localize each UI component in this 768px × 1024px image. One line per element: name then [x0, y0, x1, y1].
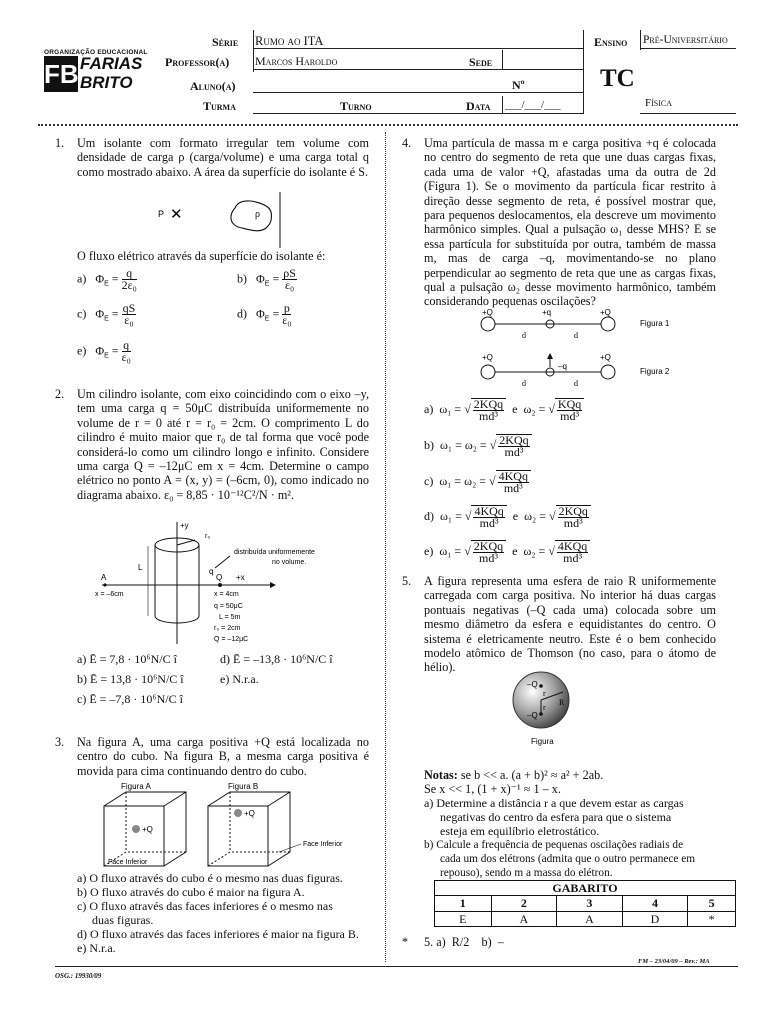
q2-fig-r02: r₀ = 2cm: [214, 625, 241, 632]
q4-fig1-d1: d: [522, 331, 526, 340]
num: qS: [122, 301, 136, 315]
logo: [44, 46, 154, 98]
q1-option-a[interactable]: a) $\Phi_E$ = $\frac{q}{\text{2ε₀}}$: [77, 266, 137, 292]
header-line: [640, 48, 736, 49]
q1-option-d[interactable]: d) $\Phi_E$ = $\frac{p}{\text{ε₀}}$: [237, 301, 292, 327]
serie-label: Série: [212, 35, 239, 49]
q5-item-a: a) Determine a distância r a que devem estar as cargas: [424, 796, 684, 810]
q5-fig-label: Figura: [531, 737, 554, 746]
q1-stem: O fluxo elétrico através da superfície do isolante é:: [77, 249, 326, 263]
q5-notas-1: se b << a. (a + b)² ≈ a² + 2ab.: [457, 768, 604, 782]
q5-item-b: b) Calcule a frequência de pequenas oscilações radiais de: [424, 839, 684, 851]
num: 2KQq: [473, 539, 504, 553]
num: p: [283, 301, 290, 315]
n-label: Nº: [512, 78, 525, 92]
and: e: [512, 543, 518, 558]
phi: Φ: [256, 306, 265, 321]
aluno-label: Aluno(a): [190, 79, 236, 93]
q5-item-b-cont: cada um dos elétrons (admita que o outro permanece em: [440, 853, 696, 865]
q5-fig-r2: r: [543, 703, 546, 712]
q5-notas-2: Se x << 1, (1 + x)⁻¹ ≈ 1 – x.: [424, 782, 561, 796]
gab-header: 5: [688, 896, 736, 911]
q5-item-b-cont2: repouso), sendo m a massa do elétron.: [440, 867, 613, 879]
q4-fig1-Q2: +Q: [600, 308, 611, 317]
footer-code: FM – 23/04/09 – Rev.: MA: [638, 958, 710, 965]
q3-text: Na figura A, uma carga positiva +Q está localizada no centro do cubo. Na figura B, a mesma carga positiva é movida para cima continuando dentro do cubo.: [77, 735, 369, 778]
label: c): [424, 473, 434, 488]
q1-a-frac: [122, 268, 137, 291]
q1-text: Um isolante com formato irregular tem volume com densidade de carga ρ (carga/volume) e uma carga total q como mostrado abaixo. A área da superfície do isolante é S.: [77, 136, 369, 179]
q2-fig-L: L: [138, 563, 143, 572]
frac: [473, 506, 504, 529]
q1-number: 1.: [55, 136, 65, 150]
num: 2KQq: [558, 504, 588, 518]
phi: Φ: [95, 271, 105, 286]
gab-answer: E: [435, 911, 492, 926]
w: ω₁ = ω₂ =: [439, 473, 487, 488]
q4-fig1-label: Figura 1: [640, 319, 670, 328]
professor-label: Professor(a): [165, 55, 230, 69]
logo-tagline: ORGANIZAÇÃO EDUCACIONAL: [44, 49, 148, 56]
q4-fig1-q: +q: [542, 308, 552, 317]
header-line: [253, 92, 583, 93]
q1-fig-x: ✕: [170, 206, 183, 223]
q1-d-label: d): [237, 306, 247, 321]
logo-text: FARIAS BRITO: [80, 54, 143, 92]
q3-face-inf-b: Face Inferior: [303, 841, 343, 848]
q5-notas: [424, 768, 603, 782]
header-line: [640, 113, 736, 114]
q2-fig-xneg: x = –6cm: [95, 591, 124, 598]
logo-mark: FB: [44, 56, 78, 92]
den: md³: [504, 445, 524, 459]
q4-fig2-Q2: +Q: [600, 353, 611, 362]
num: 2KQq: [473, 397, 504, 411]
q2-text: Um cilindro isolante, com eixo coincidindo com o eixo –y, tem uma carga q = 50μC distribuída uniformemente no volume de r = 0 até r = r₀ = 2cm. O comprimento L do cilindro é muito maior que r₀ de tal forma que você pode considerá-lo como um cilindro longo e infinito. Considere uma carga Q = –12μC em x = 4cm. Determine o campo elétrico no ponto A = (x, y) = (–6cm, 0), como indicado no diagrama abaixo. ε₀ = 8,85 · 10⁻¹²C²/N · m².: [77, 387, 369, 502]
q4-fig2-Q1: +Q: [482, 353, 493, 362]
q3-figB-q: +Q: [244, 809, 255, 818]
frac: [558, 506, 589, 529]
q2-option-d[interactable]: d) Ē = –13,8 · 10⁶N/C î: [220, 652, 333, 666]
q4-option-e[interactable]: e) ω₁ = √ $\frac{\text{2KQq}}{\text{md³}}$ e ω₂ = √ $\frac{\text{4KQq}}{\text{md³}}$: [424, 540, 590, 564]
den: md³: [563, 516, 583, 530]
q3-option-d[interactable]: d) O fluxo através das faces inferiores é maior na figura B.: [77, 927, 359, 941]
den: md³: [560, 409, 580, 423]
q1-fig-p: P: [158, 209, 165, 219]
column-divider: [385, 132, 386, 962]
phi: Φ: [95, 306, 105, 321]
q2-fig-L5: L = 5m: [219, 614, 241, 621]
q3-option-c-cont: duas figuras.: [92, 913, 154, 927]
q2-fig-Q: Q: [216, 573, 223, 582]
serie-value: Rumo ao ITA: [255, 34, 324, 48]
q5-text: A figura representa uma esfera de raio R uniformemente carregada com carga positiva. No interior há duas cargas pontuais negativas (–Q cada uma) colocada sobre um mesmo diâmetro da esfera e equidistantes do centro. O sistema é eletricamente neutro. Este é o bem conhecido modelo atômico de Thomson (no caso, para o átomo de hélio).: [424, 574, 716, 675]
data-value: ___/___/___: [505, 99, 561, 111]
q2-fig-Q12: Q = –12μC: [214, 636, 249, 643]
turma-label: Turma: [203, 99, 236, 113]
header-line: [640, 30, 641, 50]
q2-option-c[interactable]: c) Ē = –7,8 · 10⁶N/C î: [77, 692, 183, 706]
q1-option-b[interactable]: b) $\Phi_E$ = $\frac{\rho S}{\text{ε₀}}$: [237, 266, 296, 292]
num: ρS: [283, 266, 296, 280]
q3-option-e[interactable]: e) N.r.a.: [77, 941, 116, 955]
header-line: [502, 96, 503, 114]
q2-option-e[interactable]: e) N.r.a.: [220, 672, 259, 686]
q4-fig2-q: –q: [558, 362, 567, 371]
q4-figure: [470, 305, 730, 393]
q5-number: 5.: [402, 574, 412, 588]
q4-fig2-d2: d: [574, 379, 578, 388]
q5-figure: [505, 670, 585, 750]
q1-c-frac: [122, 303, 137, 326]
q2-number: 2.: [55, 387, 65, 401]
den: md³: [503, 481, 523, 495]
footnote-star: *: [402, 935, 409, 949]
q2-fig-q: q: [209, 567, 214, 576]
num: 4KQq: [474, 504, 504, 518]
footer-osg: OSG.: 19930/09: [55, 972, 102, 980]
gab-header: 1: [435, 896, 492, 911]
disciplina: Física: [645, 97, 673, 109]
q2-fig-A: A: [101, 573, 107, 582]
frac: [498, 471, 529, 494]
q2-option-a[interactable]: a) Ē = 7,8 · 10⁶N/C î: [77, 652, 177, 666]
den: md³: [478, 409, 498, 423]
w1: ω₁ =: [439, 401, 462, 416]
dotted-separator: [38, 124, 738, 126]
q4-fig1-Q1: +Q: [482, 308, 493, 317]
footnote-answer: 5. a) R/2 b) –: [424, 935, 504, 949]
q2-option-b[interactable]: b) Ē = 13,8 · 10⁶N/C î: [77, 672, 184, 686]
num: 2KQq: [499, 433, 529, 447]
header-line: [253, 69, 583, 70]
phi-sub: E: [264, 280, 270, 288]
phi-sub: E: [264, 315, 270, 323]
q3-figure: [96, 780, 376, 870]
q5-item-a-cont: negativas do centro da esfera para que o sistema: [440, 810, 672, 824]
frac: [473, 541, 504, 564]
data-label: Data: [466, 99, 491, 113]
gab-answer: *: [688, 911, 736, 926]
header-line: [583, 30, 584, 114]
phi-sub: E: [104, 280, 109, 288]
q2-fig-r0: r₀: [205, 533, 211, 540]
gabarito-title: GABARITO: [435, 881, 736, 896]
q3-option-c[interactable]: c) O fluxo através das faces inferiores é o mesmo nas: [77, 899, 333, 913]
q1-a-label: a): [77, 271, 87, 286]
q1-c-label: c): [77, 306, 87, 321]
q4-option-d[interactable]: d) ω₁ = √ $\frac{\text{4KQq}}{\text{md³}}$ e ω₂ = √ $\frac{\text{2KQq}}{\text{md³}}$: [424, 505, 591, 529]
den: md³: [478, 551, 498, 565]
frac: [498, 435, 529, 458]
den: ε₀: [284, 278, 295, 292]
gab-header: 3: [557, 896, 623, 911]
q2-fig-y: +y: [180, 521, 189, 530]
sede-label: Sede: [469, 55, 493, 69]
q3-option-a[interactable]: a) O fluxo através do cubo é o mesmo nas duas figuras.: [77, 871, 343, 885]
q5-notas-label: Notas:: [424, 768, 458, 782]
gab-header: 4: [622, 896, 688, 911]
gabarito-table: [434, 880, 736, 927]
header-line: [253, 30, 254, 72]
q5-fig-q1: –Q: [527, 680, 538, 689]
num: 4KQq: [498, 469, 528, 483]
q1-e-label: e): [77, 343, 87, 358]
num: q: [123, 338, 130, 352]
and: e: [512, 401, 518, 416]
phi-sub: E: [104, 352, 109, 360]
ensino-value: Pré-Universitário: [643, 34, 728, 46]
q2-fig-dist2: no volume.: [272, 559, 307, 566]
frac: [557, 399, 582, 422]
label: d): [424, 508, 434, 523]
professor-value: Marcos Haroldo: [255, 54, 338, 68]
q4-text: Uma partícula de massa m e carga positiva +q é colocada no centro do segmento de reta que une duas cargas fixas, cada uma de valor +Q, afastadas uma da outra de 2d (Figura 1). Se o movimento da partícula ficar restrito à direção desse segmento de reta, é possível mostrar que, para pequenos deslocamentos, ela descreve um movimento harmônico simples. Qual a pulsação ω₁ desse MHS? E se essa partícula for substituída por outra, também de massa m, mas de carga –q, movimentando-se no plano perpendicular ao segmento de reta que une as cargas fixas, qual a pulsação ω₂ desse movimento harmônico, também considerando pequenas oscilações?: [424, 136, 716, 309]
q1-b-label: b): [237, 271, 247, 286]
phi: Φ: [95, 343, 105, 358]
q5-fig-R: R: [559, 698, 565, 707]
q5-fig-q2: –Q: [527, 711, 538, 720]
num: q: [122, 268, 137, 280]
q4-option-b[interactable]: b) ω₁ = ω₂ = √ $\frac{\text{2KQq}}{\text{md³}}$: [424, 434, 532, 458]
phi-sub: E: [104, 315, 109, 323]
q1-e-frac: [122, 340, 131, 363]
label: e): [424, 543, 434, 558]
w2: ω₂ =: [524, 508, 546, 523]
q1-d-frac: [282, 303, 291, 326]
q4-number: 4.: [402, 136, 412, 150]
q1-figure: [150, 190, 290, 250]
q4-fig1-d2: d: [574, 331, 578, 340]
q2-fig-q50: q = 50μC: [214, 603, 243, 610]
q2-fig-x4: x = 4cm: [214, 591, 239, 598]
den: ε₀: [282, 313, 292, 327]
q1-option-e[interactable]: e) $\Phi_E$ = $\frac{q}{\text{ε₀}}$: [77, 338, 131, 364]
q2-fig-x: +x: [236, 573, 245, 582]
den: 2ε₀: [121, 278, 137, 292]
q3-option-b[interactable]: b) O fluxo através do cubo é maior na figura A.: [77, 885, 305, 899]
header-line: [253, 113, 583, 114]
q3-figA-q: +Q: [142, 825, 153, 834]
q1-insulator: [231, 201, 272, 231]
phi: Φ: [256, 271, 265, 286]
q1-option-c[interactable]: c) $\Phi_E$ = $\frac{qS}{\text{ε₀}}$: [77, 301, 136, 327]
header-line: [253, 48, 583, 49]
den: md³: [563, 551, 583, 565]
gab-answer: A: [557, 911, 623, 926]
q1-fig-rho: ρ: [255, 209, 260, 220]
q1-b-frac: [282, 268, 297, 291]
q2-figure: [90, 518, 370, 646]
frac: [557, 541, 588, 564]
w1: ω₁ =: [440, 508, 462, 523]
label: b): [424, 437, 434, 452]
w2: ω₂ =: [523, 543, 546, 558]
q5-item-a-cont2: esteja em equilíbrio eletrostático.: [440, 824, 600, 838]
footer-line: [55, 966, 738, 967]
q2-fig-dist1: distribuída uniformemente: [234, 549, 315, 556]
q4-option-c[interactable]: c) ω₁ = ω₂ = √ $\frac{\text{4KQq}}{\text{md³}}$: [424, 470, 531, 494]
q4-fig2-d1: d: [522, 379, 526, 388]
num: KQq: [557, 397, 582, 411]
gab-answer: D: [622, 911, 688, 926]
ensino-label: Ensino: [594, 35, 628, 49]
q5-fig-r1: r: [543, 689, 546, 698]
q3-face-inf-a: Face Inferior: [108, 859, 148, 866]
q3-figA: Figura A: [121, 782, 151, 791]
and: e: [512, 508, 519, 523]
num: 4KQq: [557, 539, 588, 553]
tc-label: TC: [600, 65, 635, 92]
den: md³: [479, 516, 499, 530]
gab-answer: A: [491, 911, 557, 926]
w1: ω₁ =: [439, 543, 462, 558]
den: ε₀: [121, 350, 131, 364]
q4-option-a[interactable]: a) ω₁ = √ $\frac{\text{2KQq}}{\text{md³}}$ e ω₂ = √ $\frac{\text{KQq}}{\text{md³}}$: [424, 398, 584, 422]
den: ε₀: [124, 313, 134, 327]
gab-header: 2: [491, 896, 557, 911]
label: a): [424, 401, 434, 416]
q4-fig2-label: Figura 2: [640, 367, 670, 376]
turno-label: Turno: [340, 99, 372, 113]
w: ω₁ = ω₂ =: [440, 437, 487, 452]
q3-figB: Figura B: [228, 782, 259, 791]
header-line: [502, 50, 503, 70]
q3-number: 3.: [55, 735, 65, 749]
frac: [473, 399, 504, 422]
w2: ω₂ =: [523, 401, 546, 416]
